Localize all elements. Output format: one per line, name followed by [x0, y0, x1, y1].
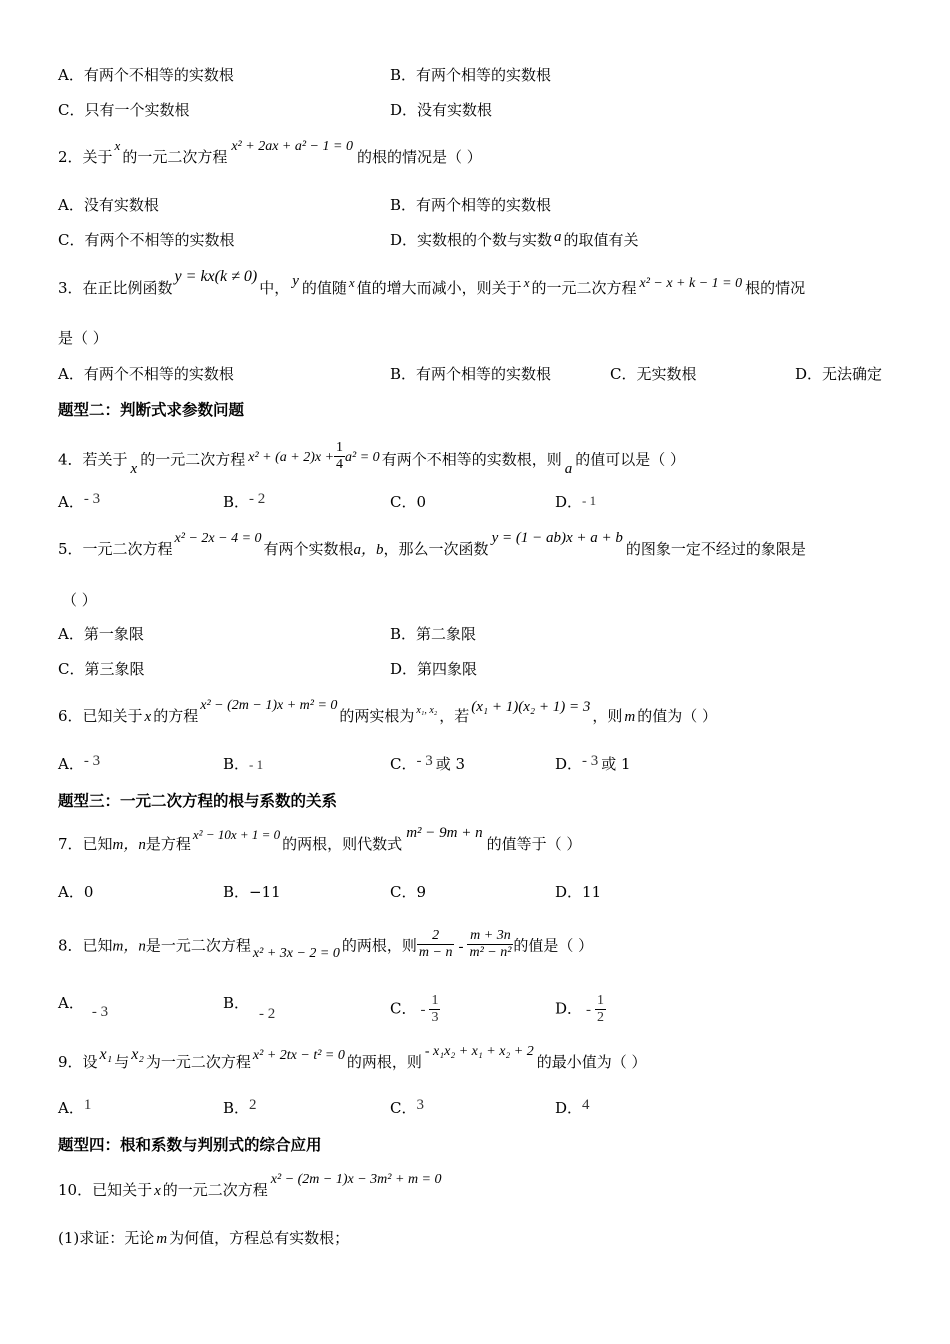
q6-option-d: D．- 3 或 1 — [555, 753, 631, 773]
q6-equation: x² − (2m − 1)x + m² = 0 — [200, 698, 338, 713]
q3-stem-line2: 是（ ） — [58, 329, 108, 347]
q6-stem: 6．已知关于 x 的方程x² − (2m − 1)x + m² = 0的两实根为 $^{x_1, x_2}$ ，若 (x₁ + 1)(x₂ + 1) = 3 ，则 m 的值为（ ） — [58, 698, 717, 725]
q10-stem: 10．已知关于 x 的一元二次方程x² − (2m − 1)x − 3m² + m = 0 — [58, 1172, 442, 1199]
section-heading-type4: 题型四：根和系数与判别式的综合应用 — [58, 1136, 322, 1154]
q6-condition: (x₁ + 1)(x₂ + 1) = 3 — [471, 699, 591, 715]
q6-option-b: B．- 1 — [223, 755, 264, 773]
q7-option-a: A．0 — [58, 883, 94, 901]
q8-option-c-fraction: $\frac{1}{3}$ — [431, 993, 439, 1025]
q8-option-a: A． - 3 — [58, 994, 109, 1020]
q6-option-c: C．- 3 或 3 — [390, 753, 466, 773]
q8-equation: x² + 3x − 2 = 0 — [252, 945, 340, 961]
q2-option-d: D．实数根的个数与实数 a 的取值有关 — [390, 229, 639, 249]
q4-option-d: D．- 1 — [555, 493, 597, 511]
q8-option-b: B．- 2 — [223, 994, 276, 1022]
q4-option-a: A．- 3 — [58, 491, 101, 511]
q3-equation: x² − x + k − 1 = 0 — [639, 276, 743, 291]
q3-option-d: D．无法确定 — [795, 365, 883, 383]
q8-option-c: C． - $\frac{1}{3}$ — [390, 993, 439, 1025]
q9-option-a: A．1 — [58, 1097, 92, 1117]
q3-option-b: B．有两个相等的实数根 — [390, 365, 552, 383]
q7-expression: m² − 9m + n — [406, 825, 483, 841]
q10-equation: x² − (2m − 1)x − 3m² + m = 0 — [270, 1172, 442, 1187]
q8-stem: 8．已知m，n是一元二次方程 x² + 3x − 2 = 0 的两根，则 $\frac{2}{m - n}$ - $\frac{m + 3n}{\text{m² − n²}}$ 的值是（ ） — [58, 928, 594, 961]
q2-option-a: A．没有实数根 — [58, 196, 159, 214]
q5-stem: 5．一元二次方程x² − 2x − 4 = 0有两个实数根a，b，那么一次函数y = (1 − ab)x + a + b的图象一定不经过的象限是 — [58, 530, 806, 558]
q6-roots: x₁, x₂ — [416, 705, 438, 716]
q5-option-b: B．第二象限 — [390, 625, 477, 643]
q7-equation: x² − 10x + 1 = 0 — [192, 827, 281, 842]
q5-stem-line2: （ ） — [62, 591, 97, 609]
q7-option-d: D．11 — [555, 883, 602, 901]
q4-equation-part2: a² = 0 — [345, 449, 380, 465]
q9-equation: x² + 2tx − t² = 0 — [252, 1048, 345, 1063]
q2-option-c: C．有两个不相等的实数根 — [58, 231, 235, 249]
q3-option-a: A．有两个不相等的实数根 — [58, 365, 234, 383]
q2-stem: 2．关于x的一元二次方程x² + 2ax + a² − 1 = 0的根的情况是（ ） — [58, 138, 482, 166]
q4-fraction: $\frac{1}{4}$ — [336, 440, 344, 472]
q10-part1: (1)求证：无论 m 为何值，方程总有实数根； — [58, 1229, 350, 1247]
q3-stem: 3．在正比例函数y = kx(k ≠ 0)中， y 的值随 x 值的增大而减小，则关于 x 的一元二次方程 x² − x + k − 1 = 0 根的情况 — [58, 268, 806, 297]
q9-expression: - x₁x₂ + x₁ + x₂ + 2 — [424, 1044, 534, 1059]
q1-option-a: A．有两个不相等的实数根 — [58, 66, 234, 84]
q7-option-c: C．9 — [390, 883, 427, 901]
q3-function: y = kx(k ≠ 0) — [174, 268, 258, 285]
q1-option-c: C．只有一个实数根 — [58, 101, 190, 119]
q3-option-c: C．无实数根 — [610, 365, 697, 383]
q8-fraction-1: $\frac{2}{m - n}$ — [418, 928, 453, 960]
q8-option-d: D． - $\frac{1}{2}$ — [555, 993, 605, 1025]
q2-option-b: B．有两个相等的实数根 — [390, 196, 552, 214]
q5-option-c: C．第三象限 — [58, 660, 145, 678]
q1-option-d: D．没有实数根 — [390, 101, 493, 119]
q9-option-c: C．3 — [390, 1097, 424, 1117]
q7-option-b: B．−11 — [223, 883, 281, 901]
q8-option-d-fraction: $\frac{1}{2}$ — [597, 993, 605, 1025]
q5-option-a: A．第一象限 — [58, 625, 144, 643]
q9-option-b: B．2 — [223, 1097, 257, 1117]
q5-option-d: D．第四象限 — [390, 660, 478, 678]
q4-stem: 4．若关于 x 的一元二次方程 x² + (a + 2)x + $\frac{1}{4}$ a² = 0 有两个不相等的实数根，则 a 的值可以是（ ） — [58, 440, 685, 477]
q2-variable: x — [114, 138, 121, 153]
q9-option-d: D．4 — [555, 1097, 590, 1117]
q6-option-a: A．- 3 — [58, 753, 101, 773]
q8-fraction-2: $\frac{m + 3n}{\text{m² − n²}}$ — [469, 928, 512, 960]
q7-stem: 7．已知m，n是方程x² − 10x + 1 = 0的两根，则代数式m² − 9m + n的值等于（ ） — [58, 825, 582, 853]
q1-option-b: B．有两个相等的实数根 — [390, 66, 552, 84]
q9-stem: 9．设 x₁ 与 x₂ 为一元二次方程 x² + 2tx − t² = 0 的两根，则- x₁x₂ + x₁ + x₂ + 2的最小值为（ ） — [58, 1044, 647, 1071]
q4-option-c: C．0 — [390, 493, 427, 511]
q5-equation: x² − 2x − 4 = 0 — [174, 531, 262, 546]
section-heading-type3: 题型三：一元二次方程的根与系数的关系 — [58, 792, 338, 810]
q4-equation-part1: x² + (a + 2)x + — [248, 449, 335, 465]
q2-equation: x² + 2ax + a² − 1 = 0 — [231, 139, 353, 154]
q5-function: y = (1 − ab)x + a + b — [491, 530, 623, 546]
q4-option-b: B．- 2 — [223, 491, 266, 511]
section-heading-type2: 题型二：判断式求参数问题 — [58, 401, 245, 419]
